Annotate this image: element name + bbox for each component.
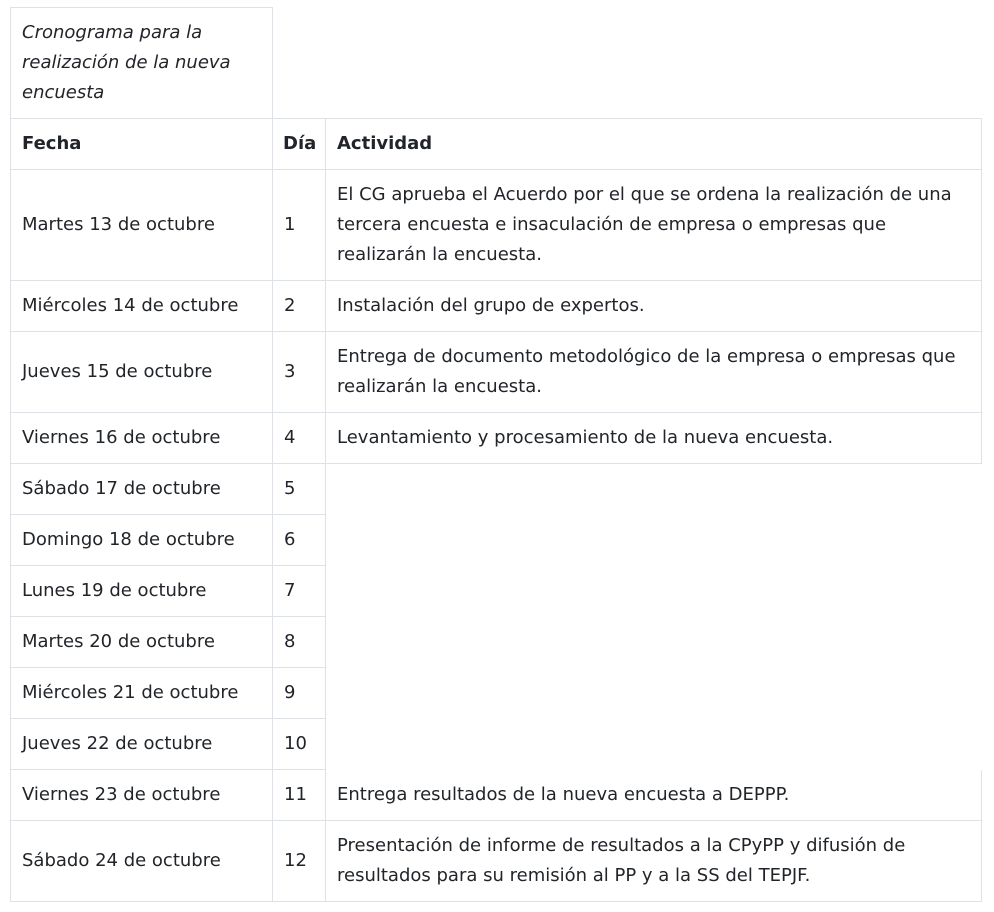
cell-fecha: Martes 20 de octubre bbox=[11, 617, 273, 668]
cell-fecha: Sábado 24 de octubre bbox=[11, 821, 273, 902]
cell-fecha: Martes 13 de octubre bbox=[11, 170, 273, 281]
table-row bbox=[11, 413, 982, 464]
cell-fecha: Jueves 22 de octubre bbox=[11, 719, 273, 770]
cell-fecha: Lunes 19 de octubre bbox=[11, 566, 273, 617]
caption-row bbox=[11, 8, 982, 119]
cell-dia: 8 bbox=[273, 617, 326, 668]
table-row bbox=[11, 170, 982, 281]
cell-actividad bbox=[326, 464, 982, 515]
cell-actividad: Presentación de informe de resultados a la CPyPP y difusión de resultados para su remisión al PP y a la SS del TEPJF. bbox=[326, 821, 982, 902]
cell-fecha: Viernes 23 de octubre bbox=[11, 770, 273, 821]
cell-actividad bbox=[326, 617, 982, 668]
cell-dia: 10 bbox=[273, 719, 326, 770]
schedule-table bbox=[10, 7, 982, 902]
table-row bbox=[11, 617, 982, 668]
table-caption bbox=[11, 8, 273, 119]
header-row bbox=[11, 119, 982, 170]
cell-actividad bbox=[326, 515, 982, 566]
cell-dia: 1 bbox=[273, 170, 326, 281]
cell-dia: 9 bbox=[273, 668, 326, 719]
table-caption-text: Cronograma para la realización de la nueva encuesta bbox=[22, 22, 231, 103]
table-row bbox=[11, 515, 982, 566]
cell-actividad bbox=[326, 668, 982, 719]
cell-fecha: Sábado 17 de octubre bbox=[11, 464, 273, 515]
cell-fecha: Jueves 15 de octubre bbox=[11, 332, 273, 413]
cell-dia: 7 bbox=[273, 566, 326, 617]
cell-dia: 3 bbox=[273, 332, 326, 413]
cell-actividad bbox=[326, 719, 982, 770]
cell-dia: 6 bbox=[273, 515, 326, 566]
table-row bbox=[11, 770, 982, 821]
header-fecha: Fecha bbox=[11, 119, 273, 170]
table-row bbox=[11, 566, 982, 617]
table-row bbox=[11, 464, 982, 515]
cell-dia: 5 bbox=[273, 464, 326, 515]
cell-fecha: Miércoles 14 de octubre bbox=[11, 281, 273, 332]
header-actividad: Actividad bbox=[326, 119, 982, 170]
cell-dia: 4 bbox=[273, 413, 326, 464]
cell-fecha: Domingo 18 de octubre bbox=[11, 515, 273, 566]
table-row bbox=[11, 281, 982, 332]
cell-actividad: El CG aprueba el Acuerdo por el que se ordena la realización de una tercera encuesta e insaculación de empresa o empresas que realizarán la encuesta. bbox=[326, 170, 982, 281]
cell-dia: 12 bbox=[273, 821, 326, 902]
cell-dia: 11 bbox=[273, 770, 326, 821]
cell-actividad: Entrega resultados de la nueva encuesta a DEPPP. bbox=[326, 770, 982, 821]
header-dia: Día bbox=[273, 119, 326, 170]
table-row bbox=[11, 332, 982, 413]
cell-actividad: Instalación del grupo de expertos. bbox=[326, 281, 982, 332]
cell-actividad bbox=[326, 566, 982, 617]
cell-fecha: Miércoles 21 de octubre bbox=[11, 668, 273, 719]
cell-fecha: Viernes 16 de octubre bbox=[11, 413, 273, 464]
cell-dia: 2 bbox=[273, 281, 326, 332]
cell-actividad: Levantamiento y procesamiento de la nueva encuesta. bbox=[326, 413, 982, 464]
table-row bbox=[11, 719, 982, 770]
table-row bbox=[11, 821, 982, 902]
cell-actividad: Entrega de documento metodológico de la empresa o empresas que realizarán la encuesta. bbox=[326, 332, 982, 413]
table-row bbox=[11, 668, 982, 719]
